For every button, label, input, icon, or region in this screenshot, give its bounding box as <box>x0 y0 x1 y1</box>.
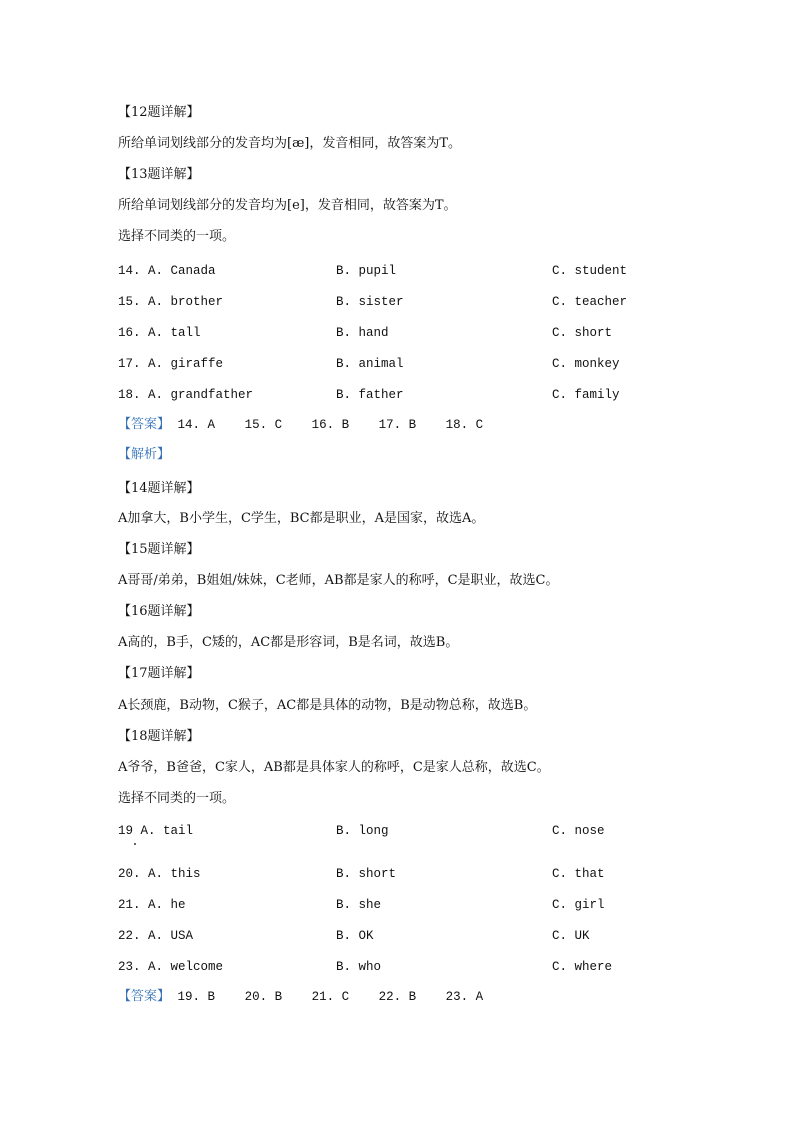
stray-dot-mark <box>134 843 136 845</box>
answer-item: 20. B <box>244 990 283 1004</box>
question-option-a: 20. A. this <box>118 867 201 881</box>
question-option-b: B. hand <box>336 326 389 340</box>
question-option-c: C. monkey <box>552 357 620 371</box>
question-row <box>0 387 794 403</box>
question-option-a: 17. A. giraffe <box>118 357 224 371</box>
heading-q15: 【15题详解】 <box>118 542 200 557</box>
answer-item: 17. B <box>378 418 417 432</box>
question-row <box>0 959 794 975</box>
question-option-b: B. pupil <box>336 264 397 278</box>
question-option-a: 21. A. he <box>118 898 186 912</box>
question-option-b: B. short <box>336 867 397 881</box>
question-row <box>0 356 794 372</box>
explanation-q16: A高的，B手，C矮的，AC都是形容词，B是名词，故选B。 <box>118 635 459 650</box>
question-option-c: C. nose <box>552 824 605 838</box>
question-row <box>0 325 794 341</box>
question-option-b: B. OK <box>336 929 374 943</box>
question-option-b: B. she <box>336 898 382 912</box>
question-option-b: B. sister <box>336 295 404 309</box>
answer-line <box>118 989 505 1005</box>
question-option-b: B. animal <box>336 357 404 371</box>
question-row <box>0 866 794 882</box>
question-option-a: 22. A. USA <box>118 929 194 943</box>
question-option-a: 23. A. welcome <box>118 960 224 974</box>
question-option-a: 19 A. tail <box>118 824 194 838</box>
answer-item: 23. A <box>445 990 484 1004</box>
question-option-c: C. where <box>552 960 613 974</box>
answer-item: 22. B <box>378 990 417 1004</box>
question-option-b: B. who <box>336 960 382 974</box>
question-option-a: 18. A. grandfather <box>118 388 254 402</box>
question-option-a: 16. A. tall <box>118 326 201 340</box>
answer-item: 21. C <box>311 990 350 1004</box>
explanation-q14: A加拿大，B小学生，C学生，BC都是职业，A是国家，故选A。 <box>118 511 485 526</box>
heading-q17: 【17题详解】 <box>118 666 200 681</box>
explanation-q13: 所给单词划线部分的发音均为[e]，发音相同，故答案为T。 <box>118 198 457 213</box>
heading-q18: 【18题详解】 <box>118 729 200 744</box>
heading-q14: 【14题详解】 <box>118 481 200 496</box>
question-option-b: B. long <box>336 824 389 838</box>
question-option-c: C. UK <box>552 929 590 943</box>
explanation-q18: A爷爷，B爸爸，C家人，AB都是具体家人的称呼，C是家人总称，故选C。 <box>118 760 550 775</box>
question-row <box>0 928 794 944</box>
heading-q13: 【13题详解】 <box>118 167 200 182</box>
answer-item: 14. A <box>177 418 216 432</box>
question-row <box>0 294 794 310</box>
question-option-c: C. that <box>552 867 605 881</box>
question-option-b: B. father <box>336 388 404 402</box>
question-option-c: C. family <box>552 388 620 402</box>
question-option-a: 14. A. Canada <box>118 264 216 278</box>
heading-q16: 【16题详解】 <box>118 604 200 619</box>
instruction-choose-different: 选择不同类的一项。 <box>118 791 236 806</box>
question-option-c: C. girl <box>552 898 605 912</box>
answer-tag: 【答案】 <box>118 989 171 1004</box>
answer-line <box>118 417 505 433</box>
answer-tag: 【答案】 <box>118 417 171 432</box>
answer-item: 18. C <box>445 418 484 432</box>
question-row <box>0 823 794 839</box>
analysis-tag: 【解析】 <box>118 447 171 462</box>
explanation-q12: 所给单词划线部分的发音均为[æ]，发音相同，故答案为T。 <box>118 136 462 151</box>
question-option-a: 15. A. brother <box>118 295 224 309</box>
explanation-q15: A哥哥/弟弟，B姐姐/妹妹，C老师，AB都是家人的称呼，C是职业，故选C。 <box>118 573 559 588</box>
answer-item: 15. C <box>244 418 283 432</box>
heading-q12: 【12题详解】 <box>118 105 200 120</box>
question-option-c: C. student <box>552 264 628 278</box>
question-row <box>0 897 794 913</box>
question-row <box>0 263 794 279</box>
explanation-q17: A长颈鹿，B动物，C猴子，AC都是具体的动物，B是动物总称，故选B。 <box>118 698 537 713</box>
instruction-choose-different: 选择不同类的一项。 <box>118 229 236 244</box>
question-option-c: C. short <box>552 326 613 340</box>
answer-item: 19. B <box>177 990 216 1004</box>
question-option-c: C. teacher <box>552 295 628 309</box>
answer-item: 16. B <box>311 418 350 432</box>
